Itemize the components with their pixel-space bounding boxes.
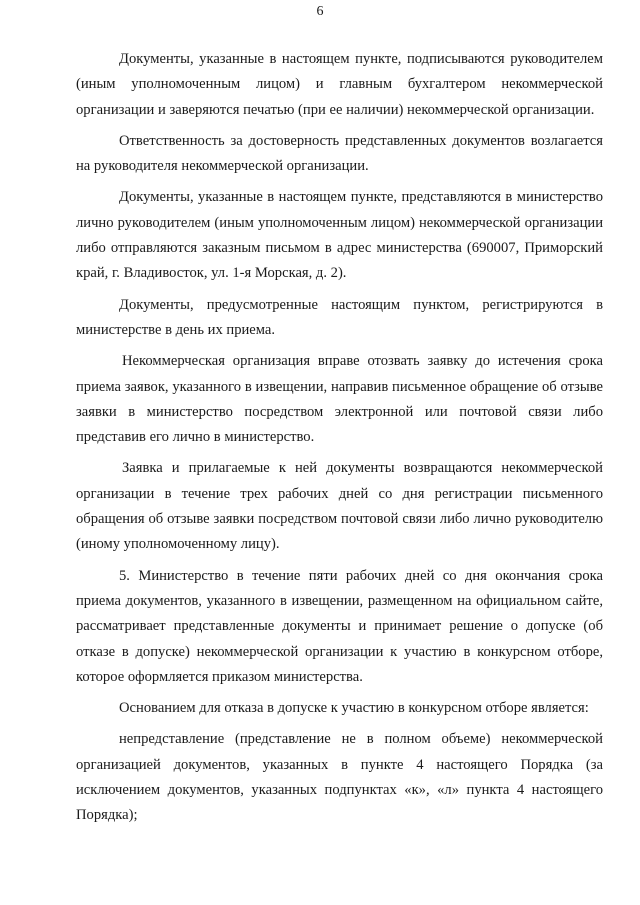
paragraph-submission: Документы, указанные в настоящем пункте, представляются в министерство лично руководителем (иным уполномоченным лицом) некоммерческой организации либо отправляются заказным письмом в адрес министерства (690007, Приморский край, г. Владивосток, ул. 1-я Морская, д. 2). — [76, 189, 603, 282]
paragraph-responsibility: Ответственность за достоверность представленных документов возлагается на руководителя некоммерческой организации. — [76, 132, 603, 175]
paragraph-signing: Документы, указанные в настоящем пункте, подписываются руководителем (иным уполномоченным лицом) и главным бухгалтером некоммерческой организации и заверяются печатью (при ее наличии) некоммерческой организации. — [76, 51, 603, 118]
paragraph-item-5: 5. Министерство в течение пяти рабочих дней со дня окончания срока приема документов, указанного в извещении, размещенном на официальном сайте, рассматривает представленные документы и принимает решение о допуске (об отказе в допуске) некоммерческой организации к участию в конкурсном отборе, которое оформляется приказом министерства. — [76, 567, 603, 685]
paragraph-withdrawal: Некоммерческая организация вправе отозвать заявку до истечения срока приема заявок, указанного в извещении, направив письменное обращение об отзыве заявки в министерство посредством электронной или почтовой связи либо представив его лично в министерство. — [76, 353, 603, 446]
paragraph-registration: Документы, предусмотренные настоящим пунктом, регистрируются в министерстве в день их приема. — [76, 296, 603, 338]
paragraph-return: Заявка и прилагаемые к ней документы возвращаются некоммерческой организации в течение трех рабочих дней со дня регистрации письменного обращения об отзыве заявки посредством почтовой связи либо лично руководителю (иному уполномоченному лицу). — [76, 460, 603, 553]
page-number: 6 — [316, 4, 324, 19]
document-body — [76, 47, 603, 835]
paragraph-grounds: Основанием для отказа в допуске к участию в конкурсном отборе является: — [119, 700, 589, 717]
paragraph-non-submission: непредставление (представление не в полном объеме) некоммерческой организацией документов, указанных в пункте 4 настоящего Порядка (за исключением документов, указанных подпунктах «к», «л» пункта 4 настоящего Порядка); — [76, 731, 603, 824]
